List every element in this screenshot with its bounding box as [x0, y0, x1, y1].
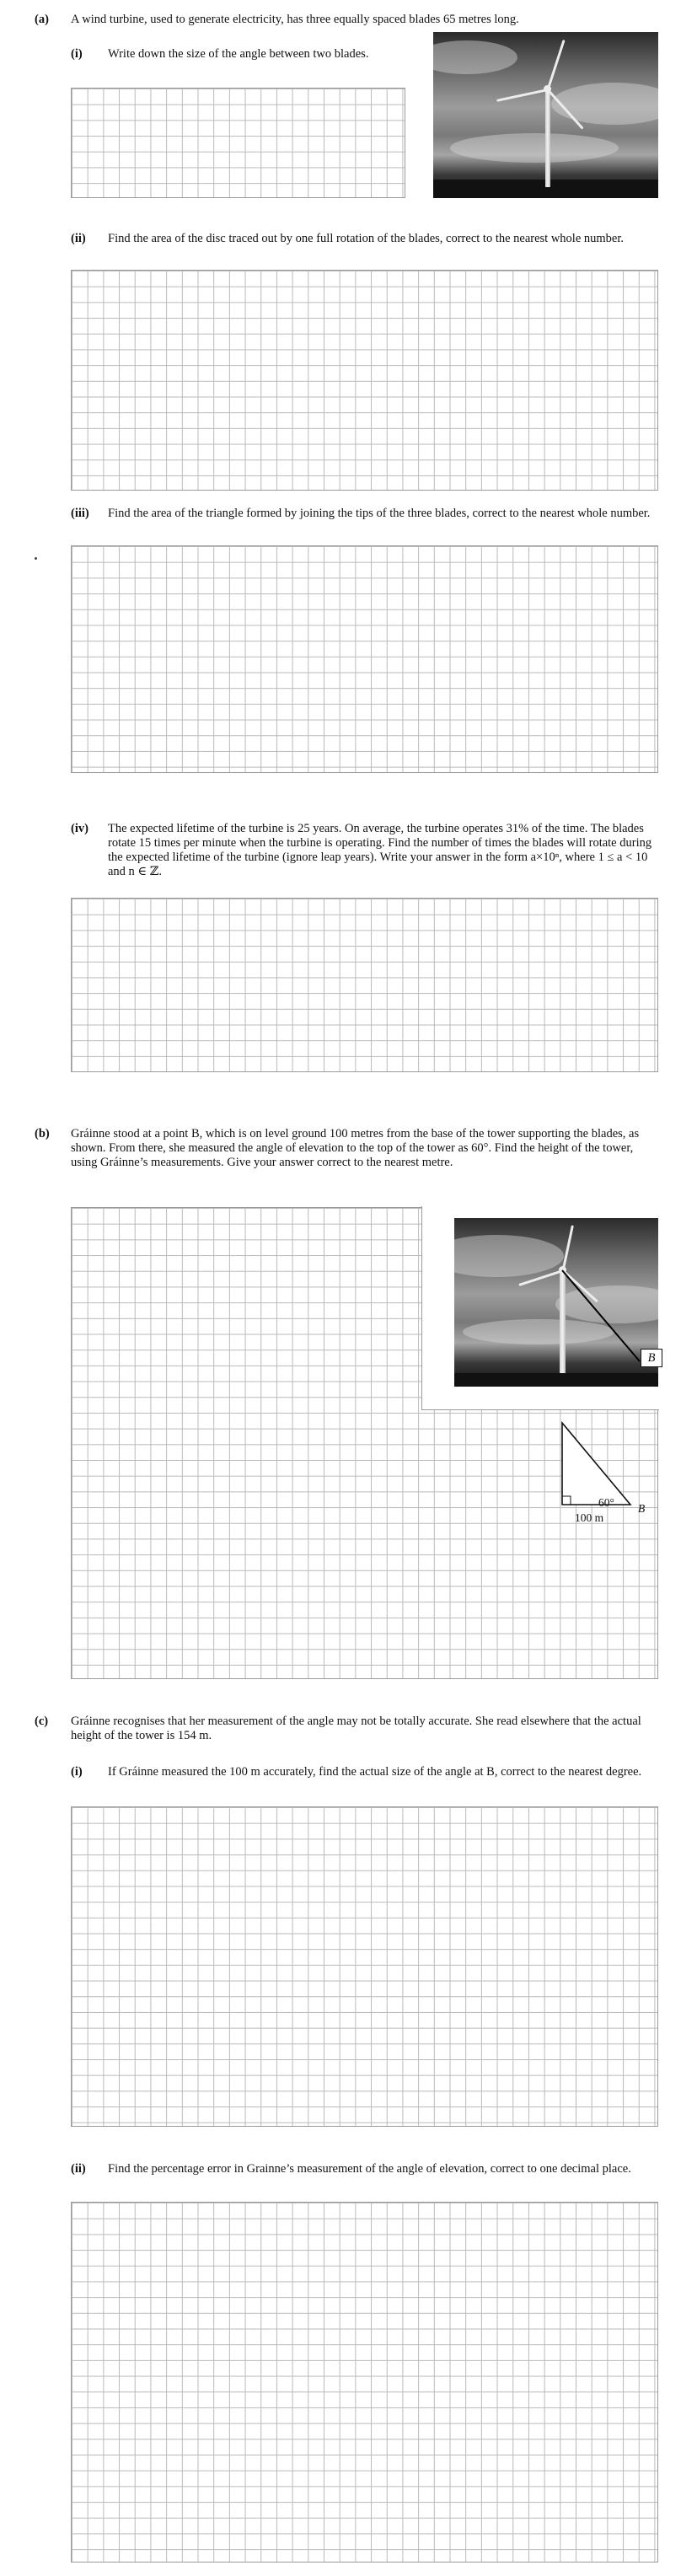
triangle-base-label: 100 m — [575, 1511, 604, 1524]
part-c-label: (c) — [35, 1715, 49, 1728]
point-b-label: B — [647, 1351, 656, 1365]
answer-grid-c-i[interactable] — [71, 1806, 658, 2127]
grid-cutout-edge — [421, 1206, 422, 1410]
answer-grid-a-iv[interactable] — [71, 898, 658, 1072]
part-a-iii-label: (iii) — [71, 507, 89, 520]
triangle-vertex-b-label: B — [638, 1502, 646, 1515]
answer-grid-c-ii[interactable] — [71, 2202, 658, 2563]
answer-grid-a-i[interactable] — [71, 88, 405, 198]
part-b-question: Gráinne stood at a point B, which is on level ground 100 metres from the base of the tower supporting the blades, as shown. From there, she measured the angle of elevation to the top of the tower as 60°. Find the height of the tower, using Gráinne’s measurements. Give your answer correct to the nearest metre. — [71, 1127, 640, 1169]
part-c-i-label: (i) — [71, 1765, 83, 1779]
part-a-i-question: Write down the size of the angle between two blades. — [108, 47, 369, 61]
part-a-iii-question: Find the area of the triangle formed by joining the tips of the three blades, correct to the nearest whole number. — [108, 507, 651, 520]
part-c-intro: Gráinne recognises that her measurement of the angle may not be totally accurate. She read elsewhere that the actual height of the tower is 154 m. — [71, 1715, 641, 1742]
part-a-iv-question: The expected lifetime of the turbine is 25 years. On average, the turbine operates 31% of the time. The blades rotate 15 times per minute when the turbine is operating. Find the number of times the blades will rotate during the expected lifetime of the turbine (ignore leap years). Write your answer in the form a×10ⁿ, where 1 ≤ a < 10 and n ∈ ℤ. — [108, 822, 652, 878]
part-a-label: (a) — [35, 13, 49, 26]
part-b-label: (b) — [35, 1127, 50, 1140]
part-a-ii-label: (ii) — [71, 232, 86, 245]
part-c-i-question: If Gráinne measured the 100 m accurately, find the actual size of the angle at B, correct to the nearest degree. — [108, 1765, 642, 1779]
part-a-intro: A wind turbine, used to generate electricity, has three equally spaced blades 65 metres long. — [71, 13, 519, 26]
part-c-ii-label: (ii) — [71, 2162, 86, 2176]
answer-grid-a-iii[interactable] — [71, 545, 658, 773]
part-c-ii-question: Find the percentage error in Grainne’s measurement of the angle of elevation, correct to one decimal place. — [108, 2162, 631, 2176]
point-b-box — [641, 1349, 662, 1367]
part-a-i-label: (i) — [71, 47, 83, 61]
grid-cutout-edge — [421, 1409, 659, 1410]
turbine-photo-b — [454, 1218, 658, 1387]
stray-mark — [35, 557, 37, 560]
wind-turbine-photo — [433, 32, 658, 198]
part-a-iv-label: (iv) — [71, 822, 88, 835]
part-a-ii-question: Find the area of the disc traced out by one full rotation of the blades, correct to the nearest whole number. — [108, 232, 625, 245]
triangle-angle-label: 60° — [598, 1496, 614, 1509]
answer-grid-a-ii[interactable] — [71, 270, 658, 491]
